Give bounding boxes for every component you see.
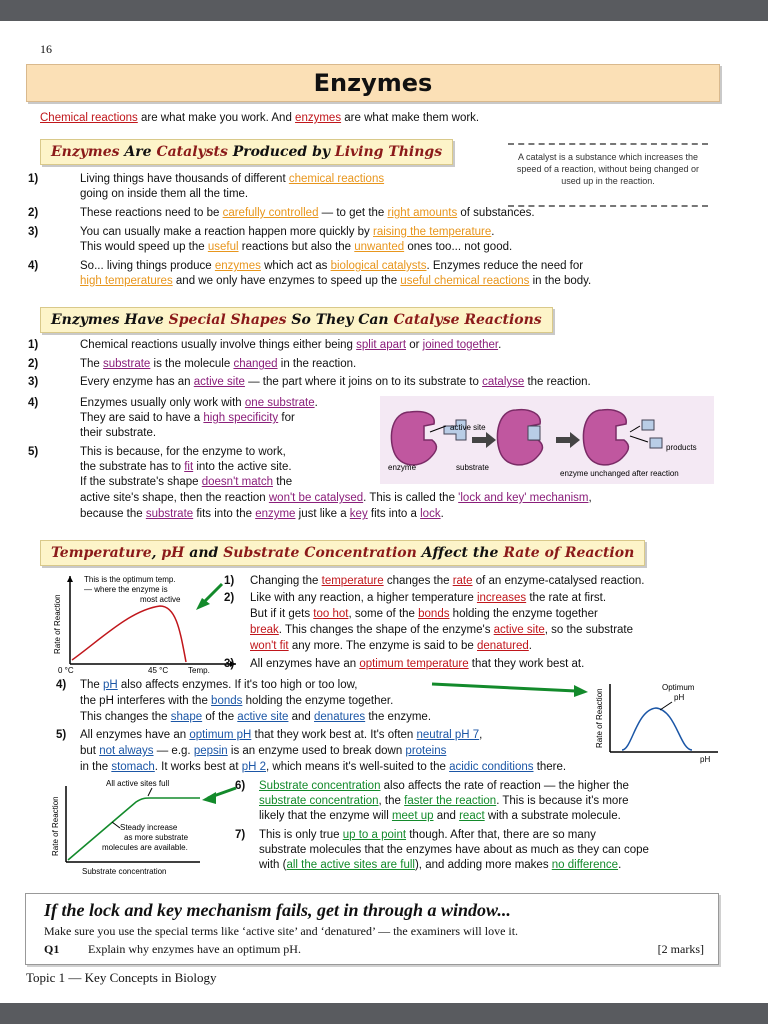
product-1: [642, 420, 654, 430]
list-item: You can usually make a reaction happen more quickly by raising the temperature.: [80, 226, 495, 238]
catalyst-definition-note: A catalyst is a substance which increases the speed of a reaction, without being changed or used up in the reaction.: [508, 143, 708, 207]
bound-substrate: [528, 426, 540, 440]
product-2: [650, 438, 662, 448]
y-axis-label: Rate of Reaction: [595, 688, 604, 748]
list-item: So... living things produce enzymes which act as biological catalysts. Enzymes reduce the need for: [80, 260, 584, 272]
x-axis-label: Temp.: [188, 666, 210, 675]
intro-line: Chemical reactions are what make you work. And enzymes are what make them work.: [40, 112, 480, 124]
list-item: Like with any reaction, a higher temperature increases the rate at first.: [250, 592, 607, 604]
label-enzyme: enzyme: [388, 463, 417, 472]
list-item: All enzymes have an optimum temperature that they work best at.: [250, 658, 585, 670]
enzyme-shape-3: [583, 410, 628, 465]
list-item: Chemical reactions usually involve things either being split apart or joined together.: [80, 339, 502, 351]
label-enzyme-unchanged: enzyme unchanged after reaction: [560, 469, 679, 478]
label-active-site: active site: [450, 423, 486, 432]
section-heading-rate-factors: Temperature, pH and Substrate Concentration Affect the Rate of Reaction: [40, 540, 645, 566]
note-active-sites-full: All active sites full: [106, 779, 170, 788]
question-number: Q1: [44, 942, 60, 956]
list-item: Enzymes usually only work with one substrate.: [80, 397, 318, 409]
temperature-graph: [40, 570, 240, 678]
x-axis-label: pH: [700, 755, 711, 764]
substrate-graph: [40, 776, 250, 882]
summary-box: [25, 893, 719, 965]
list-item: This is because, for the enzyme to work,: [80, 446, 286, 458]
note-steady-increase: Steady increase: [120, 823, 178, 832]
list-item: Changing the temperature changes the rate of an enzyme-catalysed reaction.: [250, 575, 645, 587]
x-axis-label: Substrate concentration: [82, 867, 167, 876]
ph-curve: [622, 708, 692, 750]
y-axis-label: Rate of Reaction: [53, 594, 62, 654]
section-heading-catalysts: Enzymes Are Catalysts Produced by Living Things: [40, 139, 453, 165]
list-item: All enzymes have an optimum pH that they work best at. It's often neutral pH 7,: [80, 729, 483, 741]
note-more-substrate: as more substrate: [124, 833, 189, 842]
list-item: Substrate concentration also affects the rate of reaction — the higher the: [259, 780, 629, 792]
page-number: 16: [40, 42, 52, 56]
y-axis-label: Rate of Reaction: [51, 796, 60, 856]
bottom-bar: [0, 1003, 768, 1024]
list-item: Every enzyme has an active site — the part where it joins on to its substrate to catalyse the reaction.: [80, 376, 591, 388]
x-tick-45: 45 °C: [148, 666, 169, 675]
topic-footer: Topic 1 — Key Concepts in Biology: [26, 970, 217, 985]
x-tick-0: 0 °C: [58, 666, 74, 675]
summary-title: If the lock and key mechanism fails, get in through a window...: [44, 900, 511, 920]
note-most-active: most active: [140, 595, 181, 604]
page-title: Enzymes: [313, 69, 433, 97]
page-title-banner: [26, 64, 720, 102]
question-marks: [2 marks]: [657, 942, 704, 956]
list-item: Living things have thousands of different chemical reactions: [80, 173, 385, 185]
note-enzyme-is: — where the enzyme is: [84, 585, 168, 594]
ph-pointer-arrow: [430, 680, 590, 700]
note-optimum: Optimum: [662, 683, 695, 692]
temperature-curve: [72, 606, 186, 662]
lock-and-key-illustration: [380, 396, 714, 484]
note-ph: pH: [674, 693, 685, 702]
note-optimum-temp: This is the optimum temp.: [84, 575, 176, 584]
question-row: [44, 942, 704, 957]
section-heading-special-shapes: Enzymes Have Special Shapes So They Can Catalyse Reactions: [40, 307, 553, 333]
list-item: These reactions need to be carefully controlled — to get the right amounts of substances.: [80, 207, 535, 219]
top-bar: [0, 0, 768, 21]
lock-and-key-diagram: [380, 396, 714, 484]
list-item: The pH also affects enzymes. If it's too high or too low,: [80, 679, 358, 691]
list-item: This is only true up to a point though. After that, there are so many: [259, 829, 596, 841]
summary-text: Make sure you use the special terms like ‘active site’ and ‘denatured’ — the examiners will love it.: [44, 924, 519, 938]
label-products: products: [666, 443, 697, 452]
question-text: Explain why enzymes have an optimum pH.: [88, 942, 301, 956]
ph-graph: [592, 680, 722, 766]
list-item: The substrate is the molecule changed in the reaction.: [80, 358, 357, 370]
label-substrate: substrate: [456, 463, 489, 472]
note-molecules: molecules are available.: [102, 843, 188, 852]
enzyme-shape-1: [391, 412, 436, 465]
